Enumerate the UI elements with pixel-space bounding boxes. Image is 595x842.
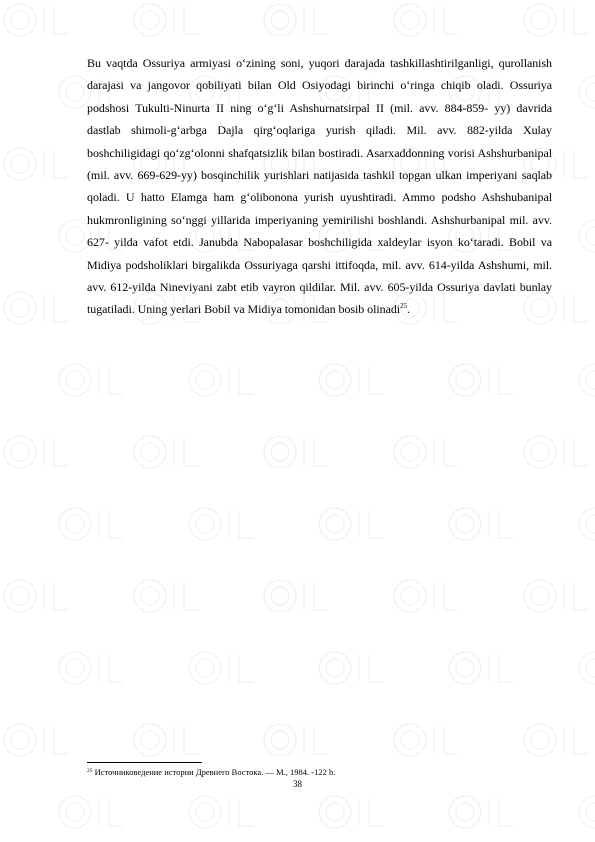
footnote-marker: 25 (87, 768, 93, 774)
footnote-text: Источниковедение истории Древнего Востока. — М., 1984. -122 b. (92, 767, 336, 777)
body-paragraph (87, 52, 552, 321)
body-text: Bu vaqtda Ossuriya armiyasi o‘zining soni, yuqori darajada tashkillashtirilganligi, qurollanish darajasi va jangovor qobiliyati bilan Old Osiyodagi birinchi o‘ringa chiqib oladi. Ossuriya podshosi Tukulti-Ninurta II ning o‘g‘li Ashshurnatsirpal II (mil. avv. 884-859- yy) davrida dastlab shimoli-g‘arbga Dajla qirg‘oqlariga yurish qiladi. Mil. avv. 882-yilda Xulay boshchiligidagi qo‘zg‘olonni shafqatsizlik bilan bostiradi. Asarxaddonning vorisi Ashshurbanipal (mil. avv. 669-629-yy) bosqinchilik yurishlari natijasida tashkil topgan ulkan imperiyani saqlab qoladi. U hatto Elamga ham g‘olibonona yurish uyushtiradi. Ammo podsho Ashshubanipal hukmronligining so‘nggi yillarida imperiyaning yemirilishi boshlandi. Ashshurbanipal mil. avv. 627- yilda vafot etdi. Janubda Nabopalasar boshchiligida xaldeylar isyon ko‘taradi. Bobil va Midiya podsholiklari birgalikda Ossuriyaga qarshi ittifoqda, mil. avv. 614-yilda Ashshumi, mil. avv. 612-yilda Nineviyani zabt etib vayron qildilar. Mil. avv. 605-yilda Ossuriya davlati bunlay tugatiladi. Uning yerlari Bobil va Midiya tomonidan bosib olinadi (87, 56, 552, 317)
body-text-end: . (406, 302, 410, 317)
footnote (87, 766, 335, 778)
footnote-divider (87, 762, 202, 763)
page-number: 38 (293, 779, 302, 789)
footnote-reference: 25 (400, 302, 407, 311)
